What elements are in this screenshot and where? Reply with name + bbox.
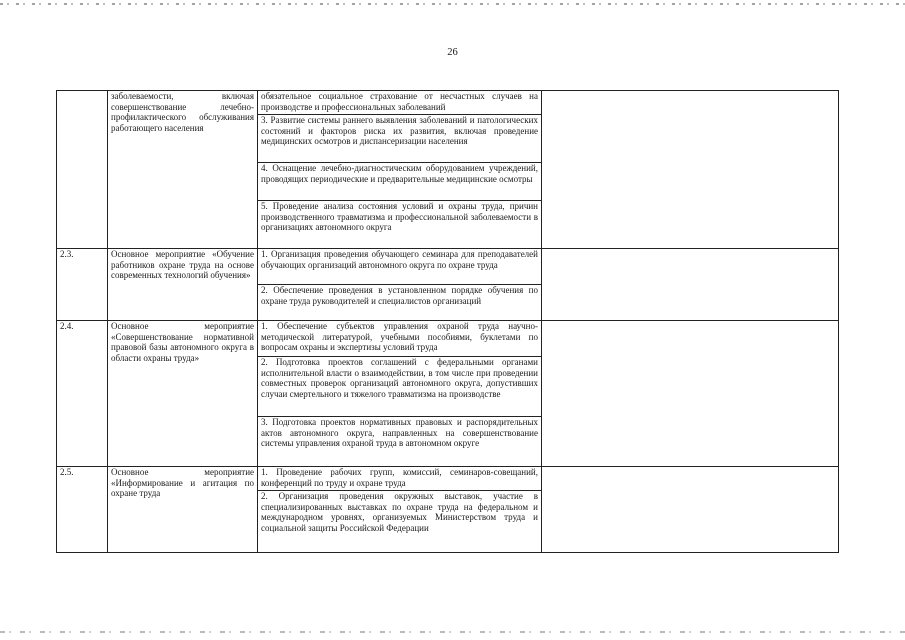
table-row	[57, 467, 839, 491]
measures-table	[56, 90, 839, 553]
measure-activity: Основное мероприятие «Обучение работников охране труда на основе современных технологий обучения»	[108, 249, 258, 321]
sub-item: 4. Оснащение лечебно-диагностическим оборудованием учреждений, проводящих периодические и предварительные медицинские осмотры	[258, 163, 542, 201]
sub-item: 1. Обеспечение субъектов управления охраной труда научно-методической литературой, учебными пособиями, буклетами по вопросам охраны и экспертизы условий труда	[258, 321, 542, 357]
sub-item: 2. Организация проведения окружных выставок, участие в специализированных выставках по охране труда на федеральном и международном уровнях, организуемых Министерством труда и социальной защиты Российской Федерации	[258, 491, 542, 553]
page-number: 26	[447, 47, 458, 58]
sub-item: 2. Обеспечение проведения в установленном порядке обучения по охране труда руководителей и специалистов организаций	[258, 285, 542, 321]
table-row	[57, 321, 839, 357]
empty-cell	[542, 321, 839, 467]
empty-cell	[542, 467, 839, 553]
sub-item: 1. Проведение рабочих групп, комиссий, семинаров-совещаний, конференций по труду и охране труда	[258, 467, 542, 491]
empty-cell	[542, 249, 839, 321]
measure-number: 2.3.	[57, 249, 108, 321]
sub-item: 3. Подготовка проектов нормативных правовых и распорядительных актов автономного округа, направленных на совершенствование системы управления охраной труда в автономном округе	[258, 417, 542, 467]
scan-edge-top	[0, 3, 905, 5]
measure-activity: Основное мероприятие «Совершенствование нормативной правовой базы автономного округа в области охраны труда»	[108, 321, 258, 467]
sub-item: 1. Организация проведения обучающего семинара для преподавателей обучающих организаций автономного округа по охране труда	[258, 249, 542, 285]
measure-number: 2.5.	[57, 467, 108, 553]
sub-item: 5. Проведение анализа состояния условий и охраны труда, причин производственного травматизма и профессиональной заболеваемости в организациях автономного округа	[258, 201, 542, 249]
empty-cell	[542, 91, 839, 249]
sub-item: 2. Подготовка проектов соглашений с федеральными органами исполнительной власти о взаимодействии, в том числе при проведении совместных проверок организаций автономного округа, допустивших случаи смертельного и тяжелого травматизма на производстве	[258, 357, 542, 417]
sub-item: 3. Развитие системы раннего выявления заболеваний и патологических состояний и факторов риска их развития, включая проведение медицинских осмотров и диспансеризации населения	[258, 115, 542, 163]
table-row	[57, 91, 839, 115]
sub-item: обязательное социальное страхование от несчастных случаев на производстве и профессиональных заболеваний	[258, 91, 542, 115]
measure-activity: заболеваемости, включая совершенствование лечебно-профилактического обслуживания работающего населения	[108, 91, 258, 249]
measure-activity: Основное мероприятие «Информирование и агитация по охране труда	[108, 467, 258, 553]
scan-edge-bottom	[0, 631, 905, 633]
table-row	[57, 249, 839, 285]
measure-number	[57, 91, 108, 249]
measure-number: 2.4.	[57, 321, 108, 467]
